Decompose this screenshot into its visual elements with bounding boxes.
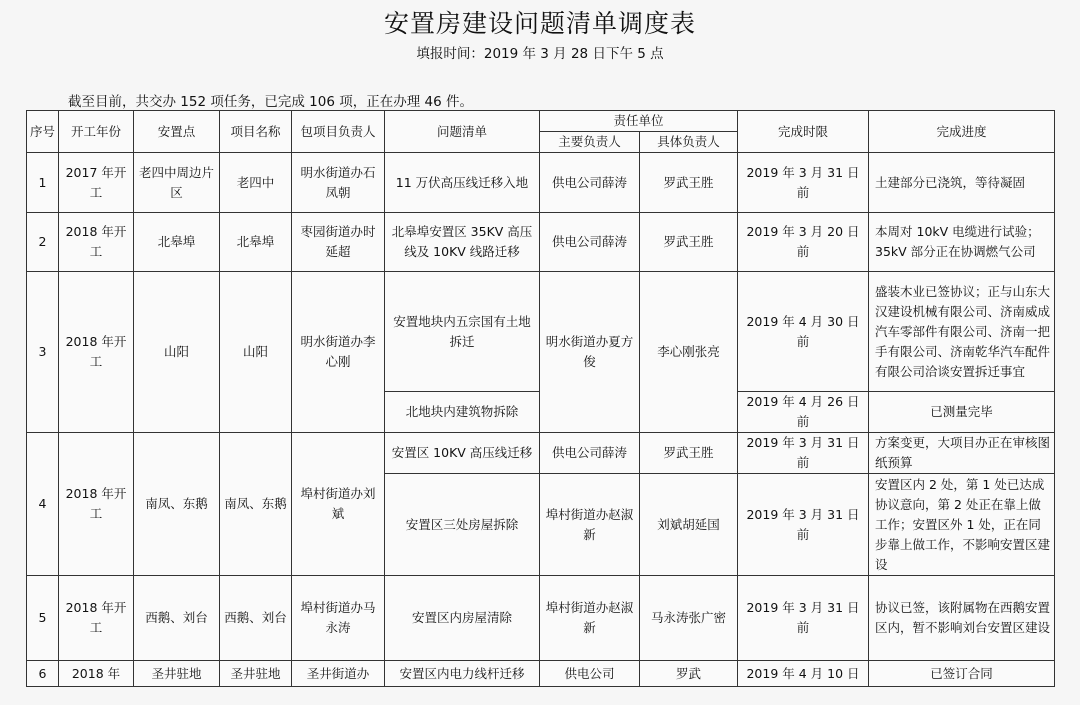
table-row (27, 153, 1055, 213)
cell-specific: 李心刚张亮 (640, 272, 738, 433)
cell-specific: 罗武王胜 (640, 153, 738, 213)
cell-leader: 枣园街道办时延超 (292, 213, 385, 272)
cell-specific: 刘斌胡延国 (640, 474, 738, 576)
cell-year: 2018 年 (59, 661, 134, 687)
cell-main: 供电公司薛涛 (540, 213, 640, 272)
cell-site: 圣井驻地 (134, 661, 220, 687)
header-deadline: 完成时限 (738, 111, 869, 153)
cell-project: 西鹅、刘台 (220, 576, 292, 661)
cell-leader: 圣井街道办 (292, 661, 385, 687)
cell-progress: 已签订合同 (869, 661, 1055, 687)
cell-deadline: 2019 年 4 月 10 日 (738, 661, 869, 687)
cell-project: 山阳 (220, 272, 292, 433)
header-leader: 包项目负责人 (292, 111, 385, 153)
cell-progress: 本周对 10kV 电缆进行试验；35kV 部分正在协调燃气公司 (869, 213, 1055, 272)
cell-no: 3 (27, 272, 59, 433)
cell-no: 6 (27, 661, 59, 687)
cell-progress: 土建部分已浇筑，等待凝固 (869, 153, 1055, 213)
cell-deadline: 2019 年 3 月 31 日前 (738, 433, 869, 474)
cell-project: 老四中 (220, 153, 292, 213)
cell-progress: 协议已签，该附属物在西鹅安置区内，暂不影响刘台安置区建设 (869, 576, 1055, 661)
cell-main: 供电公司 (540, 661, 640, 687)
cell-year: 2018 年开工 (59, 213, 134, 272)
table-row (27, 661, 1055, 687)
cell-main: 供电公司薛涛 (540, 153, 640, 213)
cell-deadline: 2019 年 3 月 31 日前 (738, 474, 869, 576)
cell-progress: 盛装木业已签协议；正与山东大汉建设机械有限公司、济南威成汽车零部件有限公司、济南一把手有限公司、济南乾华汽车配件有限公司洽谈安置拆迁事宜 (869, 272, 1055, 392)
cell-issue: 安置地块内五宗国有土地拆迁 (385, 272, 540, 392)
cell-project: 圣井驻地 (220, 661, 292, 687)
cell-site: 老四中周边片区 (134, 153, 220, 213)
cell-specific: 罗武 (640, 661, 738, 687)
table-row (27, 213, 1055, 272)
cell-issue: 安置区 10KV 高压线迁移 (385, 433, 540, 474)
cell-issue: 安置区内房屋清除 (385, 576, 540, 661)
summary-text: 截至目前，共交办 152 项任务，已完成 106 项，正在办理 46 件。 (68, 94, 473, 110)
cell-issue: 11 万伏高压线迁移入地 (385, 153, 540, 213)
cell-site: 山阳 (134, 272, 220, 433)
cell-progress: 方案变更，大项目办正在审核图纸预算 (869, 433, 1055, 474)
report-time: 填报时间：2019 年 3 月 28 日下午 5 点 (416, 46, 664, 62)
cell-deadline: 2019 年 3 月 31 日前 (738, 153, 869, 213)
cell-leader: 埠村街道办马永涛 (292, 576, 385, 661)
cell-project: 北皋埠 (220, 213, 292, 272)
cell-issue: 北地块内建筑物拆除 (385, 392, 540, 433)
cell-main: 明水街道办夏方俊 (540, 272, 640, 433)
cell-year: 2018 年开工 (59, 433, 134, 576)
cell-progress: 已测量完毕 (869, 392, 1055, 433)
cell-issue: 安置区三处房屋拆除 (385, 474, 540, 576)
cell-deadline: 2019 年 4 月 26 日前 (738, 392, 869, 433)
header-no: 序号 (27, 111, 59, 153)
cell-site: 南凤、东鹅 (134, 433, 220, 576)
table-header-row (27, 111, 1055, 132)
cell-specific: 罗武王胜 (640, 213, 738, 272)
dispatch-table (26, 110, 1055, 687)
header-site: 安置点 (134, 111, 220, 153)
cell-issue: 安置区内电力线杆迁移 (385, 661, 540, 687)
document-title: 安置房建设问题清单调度表 (383, 9, 696, 38)
cell-no: 2 (27, 213, 59, 272)
header-unit-specific: 具体负责人 (640, 132, 738, 153)
cell-issue: 北皋埠安置区 35KV 高压线及 10KV 线路迁移 (385, 213, 540, 272)
cell-year: 2018 年开工 (59, 272, 134, 433)
cell-leader: 明水街道办石凤朝 (292, 153, 385, 213)
cell-site: 北皋埠 (134, 213, 220, 272)
cell-main: 埠村街道办赵淑新 (540, 576, 640, 661)
table-row (27, 272, 1055, 392)
table-row (27, 576, 1055, 661)
cell-no: 1 (27, 153, 59, 213)
cell-leader: 明水街道办李心刚 (292, 272, 385, 433)
cell-no: 4 (27, 433, 59, 576)
header-issue: 问题清单 (385, 111, 540, 153)
cell-year: 2017 年开工 (59, 153, 134, 213)
cell-year: 2018 年开工 (59, 576, 134, 661)
header-unit: 责任单位 (540, 111, 738, 132)
cell-main: 埠村街道办赵淑新 (540, 474, 640, 576)
cell-deadline: 2019 年 3 月 20 日前 (738, 213, 869, 272)
header-year: 开工年份 (59, 111, 134, 153)
cell-leader: 埠村街道办刘斌 (292, 433, 385, 576)
cell-no: 5 (27, 576, 59, 661)
table-row (27, 433, 1055, 474)
cell-site: 西鹅、刘台 (134, 576, 220, 661)
header-project: 项目名称 (220, 111, 292, 153)
cell-specific: 马永涛张广密 (640, 576, 738, 661)
cell-project: 南凤、东鹅 (220, 433, 292, 576)
cell-specific: 罗武王胜 (640, 433, 738, 474)
cell-main: 供电公司薛涛 (540, 433, 640, 474)
header-progress: 完成进度 (869, 111, 1055, 153)
cell-progress: 安置区内 2 处，第 1 处已达成协议意向，第 2 处正在靠上做工作；安置区外 1 处，正在同步靠上做工作，不影响安置区建设 (869, 474, 1055, 576)
cell-deadline: 2019 年 3 月 31 日前 (738, 576, 869, 661)
header-unit-main: 主要负责人 (540, 132, 640, 153)
cell-deadline: 2019 年 4 月 30 日前 (738, 272, 869, 392)
